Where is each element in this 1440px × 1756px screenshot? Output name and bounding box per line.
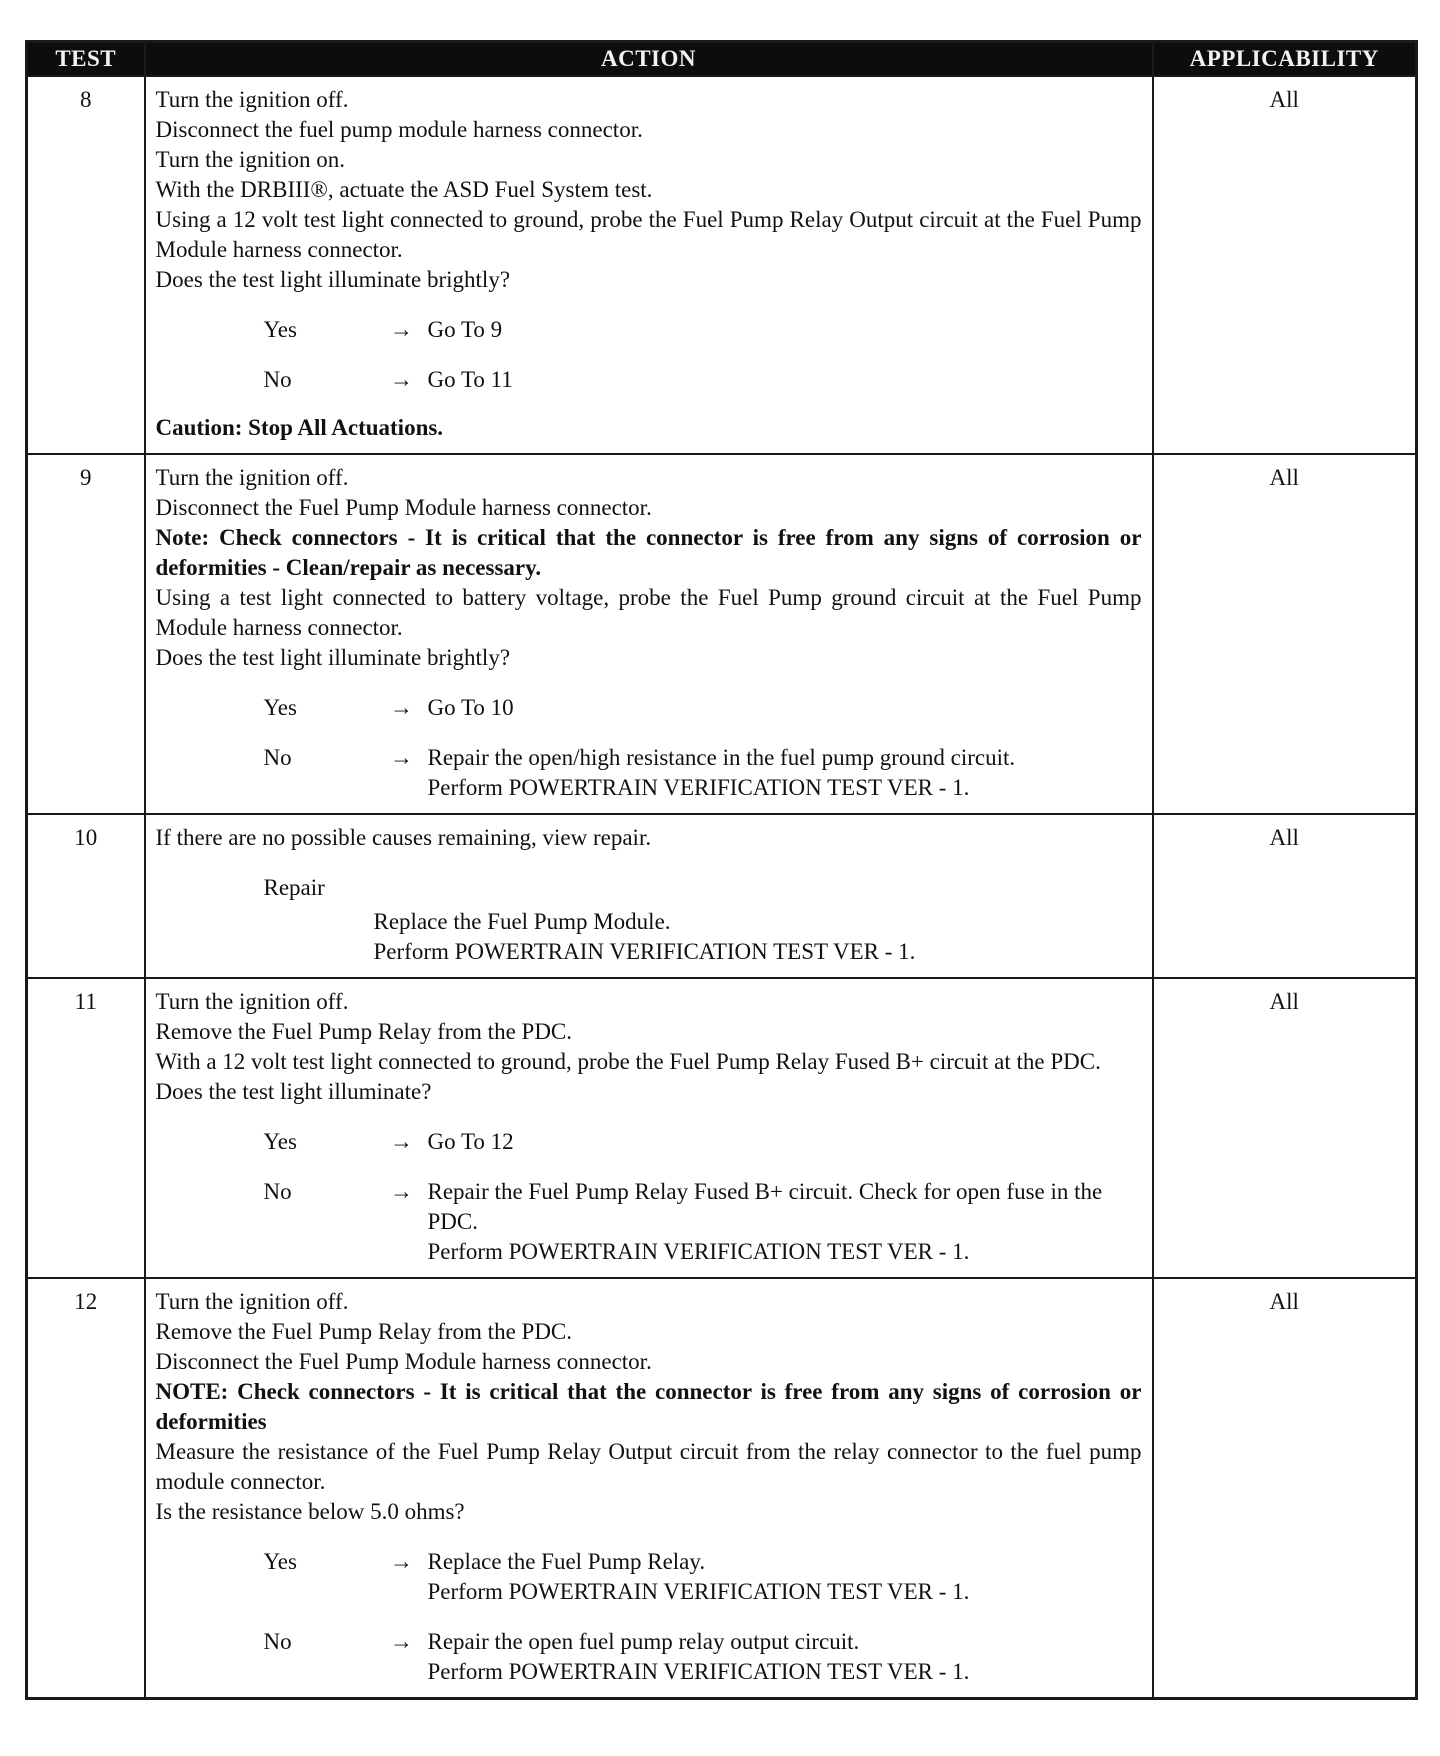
yes-result-line: Replace the Fuel Pump Relay. (427, 1549, 706, 1574)
yes-branch (156, 315, 1142, 345)
yes-label: Yes (263, 695, 297, 720)
no-result-line: Perform POWERTRAIN VERIFICATION TEST VER - 1. (427, 775, 970, 800)
action-line: Turn the ignition off. (155, 87, 349, 112)
arrow-icon: → (390, 317, 413, 342)
no-result-line: Perform POWERTRAIN VERIFICATION TEST VER - 1. (427, 1239, 970, 1264)
no-result-line: Go To 11 (427, 367, 513, 392)
no-branch (156, 365, 1142, 395)
action-line: Using a test light connected to battery voltage, probe the Fuel Pump ground circuit at the Fuel Pump Module harness connector. (155, 585, 1142, 640)
action-line: Turn the ignition off. (155, 989, 349, 1014)
action-line: Measure the resistance of the Fuel Pump Relay Output circuit from the relay connector to the fuel pump module connector. (155, 1439, 1142, 1494)
arrow-icon: → (390, 367, 413, 392)
repair-step: Replace the Fuel Pump Module. (373, 909, 671, 934)
arrow-icon: → (390, 1629, 413, 1654)
arrow-icon: → (390, 745, 413, 770)
caution-text: Caution: Stop All Actuations. (155, 415, 444, 440)
header-action: ACTION (145, 42, 1153, 77)
no-label: No (263, 1629, 292, 1654)
arrow-icon: → (390, 1549, 413, 1574)
yes-label: Yes (263, 317, 297, 342)
arrow-icon: → (390, 695, 413, 720)
action-line: Using a 12 volt test light connected to ground, probe the Fuel Pump Relay Output circuit at the Fuel Pump Module harness connector. (155, 207, 1142, 262)
action-cell (145, 814, 1153, 978)
yes-result (428, 693, 1142, 723)
test-number: 12 (27, 1278, 145, 1699)
no-result-line: Perform POWERTRAIN VERIFICATION TEST VER - 1. (427, 1659, 970, 1684)
applicability-value: All (1153, 1278, 1417, 1699)
test-row (27, 454, 1417, 814)
action-line: Disconnect the fuel pump module harness connector. (155, 117, 643, 142)
diagnostic-test-table (25, 40, 1418, 1700)
test-row (27, 1278, 1417, 1699)
no-result-line: Repair the open/high resistance in the fuel pump ground circuit. (427, 745, 1016, 770)
no-label: No (263, 745, 292, 770)
action-line: Turn the ignition on. (155, 147, 346, 172)
yes-branch (156, 1127, 1142, 1157)
action-line: Does the test light illuminate brightly? (155, 267, 511, 292)
action-cell (145, 454, 1153, 814)
action-line: Turn the ignition off. (155, 465, 349, 490)
no-result (428, 1627, 1142, 1687)
test-row (27, 978, 1417, 1278)
note-text: NOTE: Check connectors - It is critical that the connector is free from any signs of corrosion or deformities (155, 1379, 1142, 1434)
yes-result (428, 1547, 1142, 1607)
table-header-row (27, 42, 1417, 77)
no-result (428, 743, 1142, 803)
action-cell (145, 978, 1153, 1278)
test-row (27, 76, 1417, 454)
yes-result-line: Go To 12 (427, 1129, 514, 1154)
no-result (428, 1177, 1142, 1267)
test-number: 8 (27, 76, 145, 454)
test-number: 10 (27, 814, 145, 978)
action-line: Turn the ignition off. (155, 1289, 349, 1314)
no-branch (156, 743, 1142, 803)
applicability-value: All (1153, 814, 1417, 978)
action-line: If there are no possible causes remaining, view repair. (155, 825, 652, 850)
applicability-value: All (1153, 454, 1417, 814)
action-line: Remove the Fuel Pump Relay from the PDC. (155, 1319, 573, 1344)
test-number: 11 (27, 978, 145, 1278)
header-applicability: APPLICABILITY (1153, 42, 1417, 77)
action-line: Is the resistance below 5.0 ohms? (155, 1499, 465, 1524)
no-result (428, 365, 1142, 395)
action-cell (145, 76, 1153, 454)
action-line: Disconnect the Fuel Pump Module harness connector. (155, 1349, 652, 1374)
no-label: No (263, 1179, 292, 1204)
action-line: With the DRBIII®, actuate the ASD Fuel System test. (155, 177, 653, 202)
yes-branch (156, 693, 1142, 723)
repair-steps (264, 907, 1142, 967)
yes-label: Yes (263, 1549, 297, 1574)
repair-label: Repair (263, 875, 325, 900)
action-line: Does the test light illuminate brightly? (155, 645, 511, 670)
header-test: TEST (27, 42, 145, 77)
applicability-value: All (1153, 76, 1417, 454)
note-text: Note: Check connectors - It is critical that the connector is free from any signs of corrosion or deformities - Clean/repair as necessary. (155, 525, 1142, 580)
action-line: Does the test light illuminate? (155, 1079, 432, 1104)
action-cell (145, 1278, 1153, 1699)
action-line: Disconnect the Fuel Pump Module harness connector. (155, 495, 652, 520)
yes-result-line: Perform POWERTRAIN VERIFICATION TEST VER - 1. (427, 1579, 970, 1604)
arrow-icon: → (390, 1179, 413, 1204)
repair-step: Perform POWERTRAIN VERIFICATION TEST VER - 1. (373, 939, 916, 964)
test-number: 9 (27, 454, 145, 814)
no-branch (156, 1627, 1142, 1687)
action-line: Remove the Fuel Pump Relay from the PDC. (155, 1019, 573, 1044)
arrow-icon: → (390, 1129, 413, 1154)
applicability-value: All (1153, 978, 1417, 1278)
yes-result-line: Go To 9 (427, 317, 503, 342)
no-result-line: Repair the Fuel Pump Relay Fused B+ circuit. Check for open fuse in the PDC. (427, 1179, 1103, 1234)
action-line: With a 12 volt test light connected to ground, probe the Fuel Pump Relay Fused B+ circuit at the PDC. (155, 1049, 1101, 1074)
repair-block (156, 873, 1142, 967)
yes-result (428, 1127, 1142, 1157)
yes-branch (156, 1547, 1142, 1607)
yes-result-line: Go To 10 (427, 695, 514, 720)
no-result-line: Repair the open fuel pump relay output circuit. (427, 1629, 860, 1654)
no-branch (156, 1177, 1142, 1267)
yes-label: Yes (263, 1129, 297, 1154)
no-label: No (263, 367, 292, 392)
yes-result (428, 315, 1142, 345)
test-row (27, 814, 1417, 978)
